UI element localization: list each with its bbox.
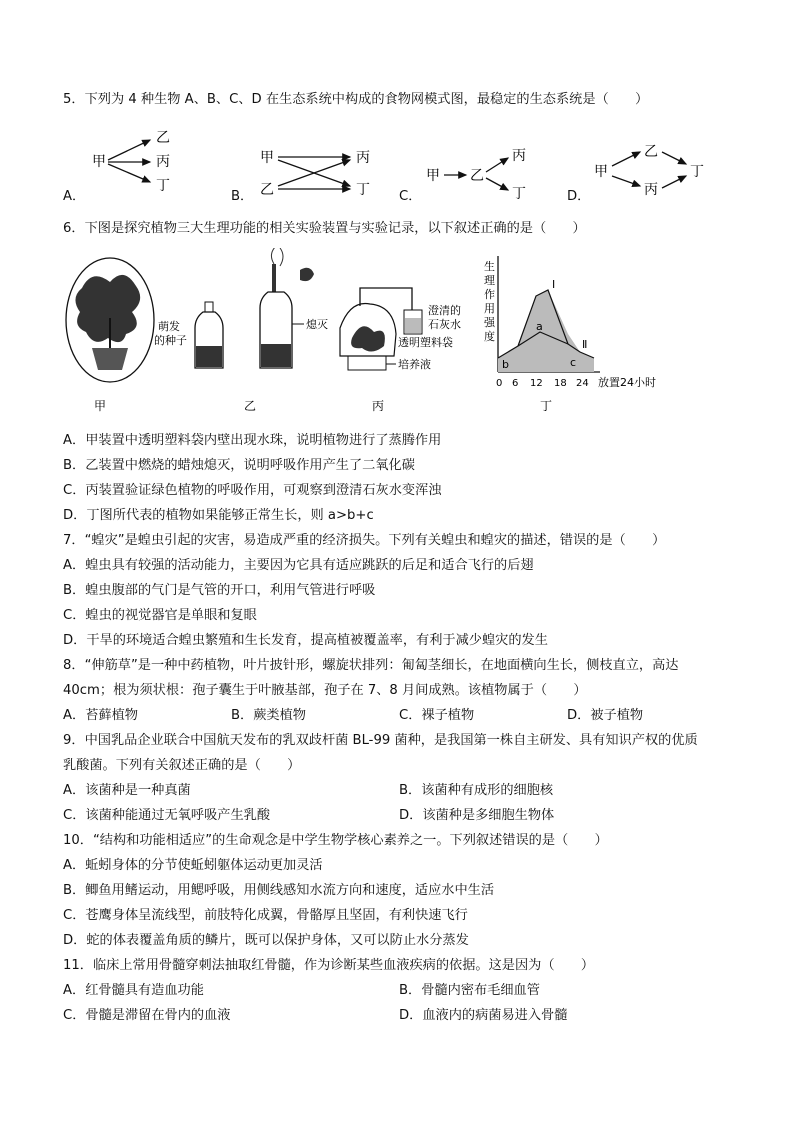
q9-option-b: B．该菌种有成形的细胞核 <box>399 783 554 798</box>
q8-stem-line1: 8．“伸筋草”是一种中药植物，叶片披针形，螺旋状排列：匍匐茎细长，在地面横向生长，侧枝直立，高达 <box>63 658 679 673</box>
svg-text:24: 24 <box>576 378 589 389</box>
q5-food-webs <box>0 118 794 208</box>
svg-text:丁: 丁 <box>356 182 370 198</box>
q7-option-a: A．蝗虫具有较强的活动能力，主要因为它具有适应跳跃的后足和适合飞行的后翅 <box>63 558 534 573</box>
q7-option-c: C．蝗虫的视觉器官是单眼和复眼 <box>63 608 257 623</box>
svg-text:乙: 乙 <box>260 182 274 198</box>
q11-stem: 11．临床上常用骨髓穿刺法抽取红骨髓，作为诊断某些血液疾病的依据。这是因为（ ） <box>63 958 595 973</box>
q8-option-c: C．裸子植物 <box>399 708 475 723</box>
svg-text:乙: 乙 <box>156 130 170 146</box>
svg-text:培养液: 培养液 <box>398 358 431 371</box>
svg-text:丁: 丁 <box>512 186 526 202</box>
svg-text:用: 用 <box>484 302 495 315</box>
svg-text:18: 18 <box>554 378 567 389</box>
q10-stem: 10．“结构和功能相适应”的生命观念是中学生物学核心素养之一。下列叙述错误的是（ ） <box>63 833 608 848</box>
q11-option-d: D．血液内的病菌易进入骨髓 <box>399 1008 568 1023</box>
q8-stem-line2: 40cm；根为须状根：孢子囊生于叶腋基部，孢子在 7、8 月间成熟。该植物属于（ ） <box>63 683 587 698</box>
svg-text:甲: 甲 <box>92 154 106 170</box>
apparatus-yi <box>260 248 328 368</box>
q6-option-d: D．丁图所代表的植物如果能够正常生长，则 a>b+c <box>63 508 374 523</box>
q6-option-b: B．乙装置中燃烧的蜡烛熄灭，说明呼吸作用产生了二氧化碳 <box>63 458 415 473</box>
svg-text:丁: 丁 <box>540 399 553 413</box>
q10-option-c: C．苍鹰身体呈流线型，前肢特化成翼，骨骼厚且坚固，有利快速飞行 <box>63 908 468 923</box>
q5-option-b: B． <box>231 189 254 204</box>
svg-text:甲: 甲 <box>426 168 440 184</box>
svg-text:透明塑料袋: 透明塑料袋 <box>398 336 453 349</box>
svg-text:萌发: 萌发 <box>158 320 180 333</box>
q9-option-a: A．该菌种是一种真菌 <box>63 783 191 798</box>
q9-option-c: C．该菌种能通过无氧呼吸产生乳酸 <box>63 808 271 823</box>
svg-text:作: 作 <box>484 288 495 301</box>
svg-text:理: 理 <box>484 274 495 287</box>
svg-text:甲: 甲 <box>260 150 274 166</box>
svg-text:0: 0 <box>496 378 503 389</box>
q8-option-b: B．蕨类植物 <box>231 708 306 723</box>
q9-stem-line1: 9．中国乳品企业联合中国航天发布的乳双歧杆菌 BL-99 菌种，是我国第一株自主研发、具有知识产权的优质 <box>63 733 698 748</box>
q6-option-a: A．甲装置中透明塑料袋内壁出现水珠，说明植物进行了蒸腾作用 <box>63 433 442 448</box>
apparatus-jia <box>66 258 154 382</box>
svg-text:的种子: 的种子 <box>154 334 187 347</box>
q7-option-b: B．蝗虫腹部的气门是气管的开口，利用气管进行呼吸 <box>63 583 376 598</box>
svg-text:乙: 乙 <box>644 144 658 160</box>
q5-stem: 5．下列为 4 种生物 A、B、C、D 在生态系统中构成的食物网模式图，最稳定的生态系统是（ ） <box>63 92 649 107</box>
food-web-c <box>426 148 526 202</box>
chart-ding <box>484 256 656 389</box>
q5-option-c: C． <box>399 189 422 204</box>
q11-option-b: B．骨髓内密布毛细血管 <box>399 983 540 998</box>
q5-option-a: A． <box>63 189 86 204</box>
svg-text:丙: 丙 <box>356 150 370 166</box>
svg-text:b: b <box>502 358 509 371</box>
svg-text:6: 6 <box>512 378 519 389</box>
q6-stem: 6．下图是探究植物三大生理功能的相关实验装置与实验记录，以下叙述正确的是（ ） <box>63 221 586 236</box>
svg-text:生: 生 <box>484 260 495 273</box>
svg-text:乙: 乙 <box>244 399 257 413</box>
svg-text:放置24小时: 放置24小时 <box>598 376 656 389</box>
svg-text:甲: 甲 <box>594 164 608 180</box>
svg-text:乙: 乙 <box>470 168 484 184</box>
q9-stem-line2: 乳酸菌。下列有关叙述正确的是（ ） <box>63 758 301 773</box>
svg-text:石灰水: 石灰水 <box>428 318 461 331</box>
svg-text:澄清的: 澄清的 <box>428 304 461 317</box>
svg-text:Ⅰ: Ⅰ <box>552 278 556 291</box>
svg-text:甲: 甲 <box>94 399 107 413</box>
svg-text:丙: 丙 <box>156 154 170 170</box>
q6-option-c: C．丙装置验证绿色植物的呼吸作用，可观察到澄清石灰水变浑浊 <box>63 483 442 498</box>
svg-text:丙: 丙 <box>644 182 658 198</box>
svg-text:熄灭: 熄灭 <box>306 318 328 331</box>
q5-option-d: D． <box>567 189 591 204</box>
q6-figure <box>0 248 794 418</box>
q8-option-d: D．被子植物 <box>567 708 644 723</box>
svg-text:度: 度 <box>484 330 495 343</box>
q7-option-d: D．干旱的环境适合蝗虫繁殖和生长发育，提高植被覆盖率，有利于减少蝗灾的发生 <box>63 633 548 648</box>
q7-stem: 7．“蝗灾”是蝗虫引起的灾害，易造成严重的经济损失。下列有关蝗虫和蝗灾的描述，错误的是（ ） <box>63 533 666 548</box>
svg-text:丁: 丁 <box>690 164 704 180</box>
svg-text:丁: 丁 <box>156 178 170 194</box>
food-web-a <box>92 130 170 194</box>
apparatus-seeds-bottle <box>154 302 223 368</box>
svg-text:丙: 丙 <box>512 148 526 164</box>
svg-text:12: 12 <box>530 378 543 389</box>
q10-option-a: A．蚯蚓身体的分节使蚯蚓躯体运动更加灵活 <box>63 858 323 873</box>
apparatus-bing <box>340 288 461 371</box>
q10-option-b: B．鲫鱼用鳍运动，用鳃呼吸，用侧线感知水流方向和速度，适应水中生活 <box>63 883 495 898</box>
q10-option-d: D．蛇的体表覆盖角质的鳞片，既可以保护身体，又可以防止水分蒸发 <box>63 933 469 948</box>
svg-text:Ⅱ: Ⅱ <box>582 338 588 351</box>
svg-text:丙: 丙 <box>372 399 385 413</box>
q11-option-c: C．骨髓是滞留在骨内的血液 <box>63 1008 231 1023</box>
q8-option-a: A．苔藓植物 <box>63 708 138 723</box>
svg-text:强: 强 <box>484 316 495 329</box>
svg-text:c: c <box>570 356 577 369</box>
q11-option-a: A．红骨髓具有造血功能 <box>63 983 204 998</box>
q9-option-d: D．该菌种是多细胞生物体 <box>399 808 555 823</box>
food-web-d <box>594 144 704 198</box>
food-web-b <box>260 150 370 198</box>
svg-text:a: a <box>536 320 543 333</box>
